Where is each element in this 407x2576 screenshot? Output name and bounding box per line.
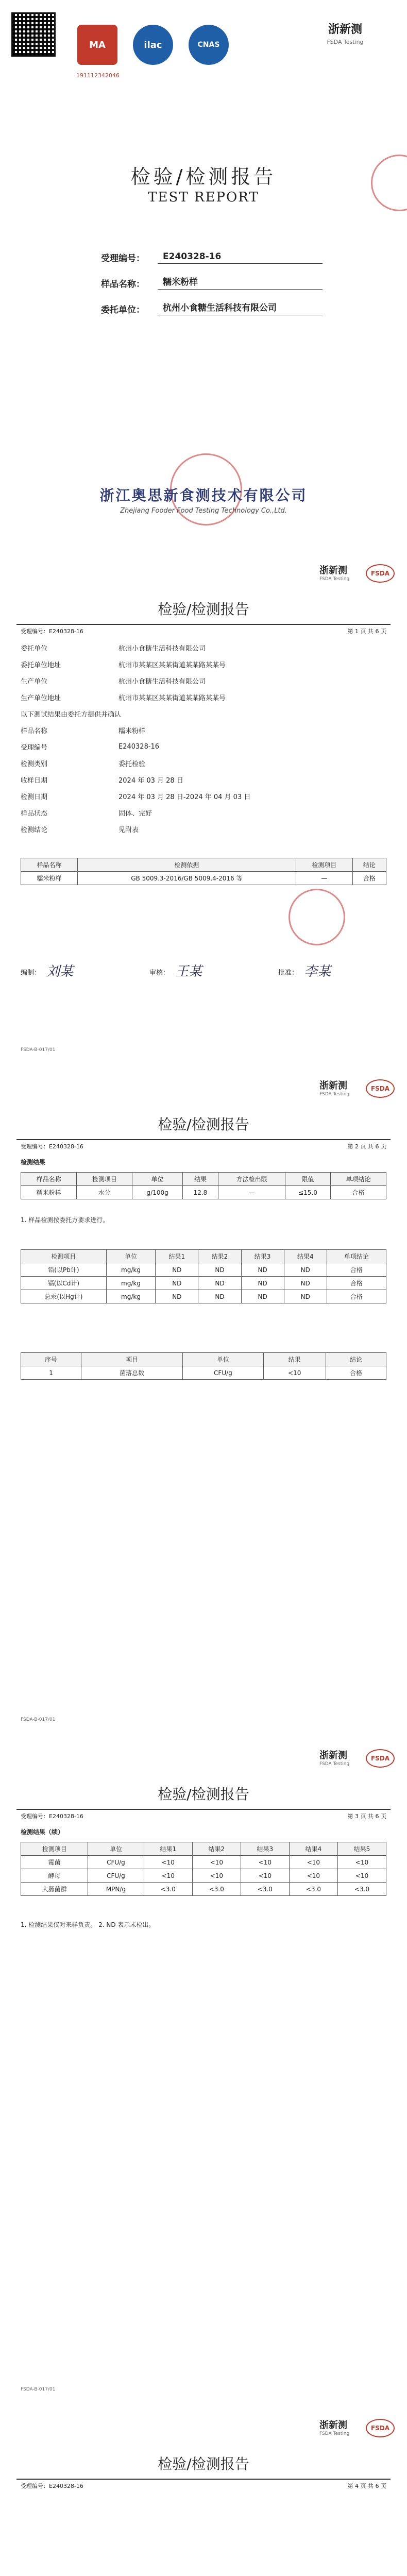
info-key: 检测类别	[21, 760, 48, 768]
divider	[16, 1139, 391, 1140]
table-header: 结果4	[284, 1250, 327, 1263]
table-header: 单项结论	[330, 1173, 386, 1186]
table-row	[21, 1856, 386, 1869]
table-row	[21, 1366, 386, 1380]
info-key: 生产单位地址	[21, 694, 61, 702]
fsda-logo-icon: FSDA	[366, 1079, 395, 1098]
company-logo	[304, 21, 386, 66]
table-cell: <10	[263, 1366, 326, 1380]
table-header: 结果	[263, 1353, 326, 1366]
seal-stamp-icon	[289, 889, 345, 945]
table-cell: 大肠菌群	[21, 1883, 88, 1896]
page-title: 检验/检测报告	[158, 1786, 249, 1803]
header-brand-sub: FSDA Testing	[319, 2431, 350, 2436]
table-row	[21, 1277, 386, 1290]
table-cell: ND	[156, 1263, 198, 1277]
page-number: 第 4 页 共 6 页	[347, 2483, 386, 2489]
page-title: 检验/检测报告	[158, 601, 249, 618]
table-header: 检测依据	[78, 858, 296, 872]
info-value: 杭州市某某区某某街道某某路某某号	[118, 694, 226, 702]
header-brand: 浙新测	[319, 565, 347, 576]
header-logo	[319, 1748, 349, 1767]
page-title: 检验/检测报告	[158, 2455, 249, 2472]
table-cell: <10	[289, 1856, 337, 1869]
table-header: 结果2	[192, 1842, 241, 1856]
info-key: 检测结论	[21, 826, 48, 834]
info-key: 委托单位	[21, 645, 48, 653]
table-cell: ND	[198, 1263, 241, 1277]
info-value: 杭州小食糖生活科技有限公司	[118, 645, 206, 653]
header-brand: 浙新测	[319, 1750, 347, 1761]
info-key: 样品名称	[21, 727, 48, 735]
info-row	[21, 821, 386, 837]
result-table-4	[21, 1842, 386, 1896]
table-cell: 菌落总数	[81, 1366, 183, 1380]
info-value: 2024 年 03 月 28 日-2024 年 04 月 03 日	[118, 793, 251, 801]
table-cell: ND	[198, 1290, 241, 1303]
info-value: 委托检验	[118, 760, 146, 768]
info-key: 委托单位地址	[21, 661, 61, 669]
cnas-badge-icon: CNAS	[189, 25, 229, 65]
header-logo	[319, 1078, 349, 1097]
table-header: 结论	[352, 858, 386, 872]
table-cell: ND	[156, 1290, 198, 1303]
cma-badge-icon: MA	[77, 25, 117, 65]
info-value: 杭州市某某区某某街道某某路某某号	[118, 661, 226, 669]
table-header: 结果1	[144, 1842, 192, 1856]
info-row	[21, 755, 386, 771]
table-cell: 总汞(以Hg计)	[21, 1290, 107, 1303]
table-cell: mg/kg	[106, 1277, 155, 1290]
info-value: 杭州小食糖生活科技有限公司	[118, 677, 206, 686]
sample-info	[21, 639, 386, 837]
fsda-logo-icon: FSDA	[366, 1749, 395, 1768]
table-cell: 合格	[327, 1290, 386, 1303]
divider	[16, 1809, 391, 1810]
table-header: 结果	[182, 1173, 218, 1186]
table-cell: <10	[192, 1856, 241, 1869]
info-key: 以下测试结果由委托方提供并确认	[21, 710, 122, 719]
cover-field	[101, 238, 323, 264]
info-value: 见附表	[118, 826, 139, 834]
info-row	[21, 771, 386, 788]
info-value: 固体、完好	[118, 809, 152, 818]
table-header: 结果3	[241, 1842, 289, 1856]
table-cell: 合格	[330, 1186, 386, 1199]
table-row	[21, 1883, 386, 1896]
table-cell: 酵母	[21, 1869, 88, 1883]
report-title: 检验/检测报告	[130, 165, 277, 188]
info-value: E240328-16	[118, 742, 160, 751]
table-cell: 水分	[77, 1186, 132, 1199]
info-row	[21, 672, 386, 689]
table-cell: <3.0	[144, 1883, 192, 1896]
field-key: 委托单位：	[101, 305, 145, 315]
header-logo	[319, 2418, 349, 2436]
header-brand: 浙新测	[319, 2420, 347, 2431]
sign-label-approver: 批准：	[278, 969, 299, 977]
report-number: 受理编号：E240328-16	[21, 1813, 83, 1820]
table-cell: CFU/g	[88, 1869, 144, 1883]
table-cell: 合格	[327, 1277, 386, 1290]
table-header: 结果1	[156, 1250, 198, 1263]
table-cell: <10	[337, 1856, 386, 1869]
header-brand-sub: FSDA Testing	[319, 1092, 350, 1097]
report-number: 受理编号：E240328-16	[21, 1143, 83, 1150]
table-cell: <10	[192, 1869, 241, 1883]
section-title: 检测结果	[21, 1159, 46, 1166]
page-footer: FSDA-B-017/01	[21, 1047, 56, 1053]
page-number: 第 2 页 共 6 页	[347, 1143, 386, 1150]
info-key: 受理编号	[21, 743, 48, 752]
cover-field	[101, 264, 323, 290]
table-cell: 糯米粉样	[21, 872, 78, 885]
report-number: 受理编号：E240328-16	[21, 2483, 83, 2489]
signature-reviewer: 王某	[175, 964, 202, 979]
table-cell: 镉(以Cd计)	[21, 1277, 107, 1290]
cover-fields	[101, 238, 323, 315]
table-row	[21, 1869, 386, 1883]
info-row	[21, 788, 386, 804]
ilac-badge-icon: ilac	[133, 25, 173, 65]
field-key: 受理编号：	[101, 253, 145, 264]
table-header: 结果2	[198, 1250, 241, 1263]
table-header: 单项结论	[327, 1250, 386, 1263]
table-cell: <10	[144, 1869, 192, 1883]
organization-name-en: Zhejiang Fooder Food Testing Technology Co.,Ltd.	[120, 507, 287, 515]
table-cell: ND	[241, 1290, 284, 1303]
table-cell: ND	[241, 1277, 284, 1290]
table-cell: 12.8	[182, 1186, 218, 1199]
table-cell: CFU/g	[88, 1856, 144, 1869]
table-cell: <10	[241, 1869, 289, 1883]
table-cell: —	[218, 1186, 285, 1199]
info-row	[21, 656, 386, 672]
table-cell: <3.0	[241, 1883, 289, 1896]
sign-label-editor: 编制：	[21, 969, 41, 977]
page-number: 第 1 页 共 6 页	[347, 628, 386, 635]
divider	[16, 2479, 391, 2480]
note: 1. 检测结果仅对来样负责。 2. ND 表示未检出。	[21, 1921, 155, 1928]
badge-code: 191112342046	[76, 72, 120, 79]
section-title: 检测结果（续）	[21, 1828, 64, 1836]
table-header: 结果3	[241, 1250, 284, 1263]
table-header: 检测项目	[77, 1173, 132, 1186]
field-key: 样品名称：	[101, 279, 145, 290]
result-table-3	[21, 1352, 386, 1380]
info-row	[21, 738, 386, 755]
report-page-1	[0, 549, 407, 1064]
info-key: 生产单位	[21, 677, 48, 686]
sign-label-reviewer: 审核：	[149, 969, 170, 977]
table-cell: 合格	[326, 1366, 386, 1380]
report-subtitle: TEST REPORT	[148, 190, 259, 205]
table-header: 方法检出限	[218, 1173, 285, 1186]
table-row	[21, 872, 386, 885]
table-header: 结果5	[337, 1842, 386, 1856]
cover-page	[0, 0, 407, 549]
table-header: 检测项目	[21, 1842, 88, 1856]
organization-name: 浙江奥思新食测技术有限公司	[99, 487, 308, 504]
table-header: 结论	[326, 1353, 386, 1366]
table-cell: ND	[198, 1277, 241, 1290]
info-key: 检测日期	[21, 793, 48, 801]
page-number: 第 3 页 共 6 页	[347, 1813, 386, 1820]
table-header: 单位	[106, 1250, 155, 1263]
table-cell: <3.0	[289, 1883, 337, 1896]
header-brand-sub: FSDA Testing	[319, 577, 350, 582]
table-cell: GB 5009.3-2016/GB 5009.4-2016 等	[78, 872, 296, 885]
page-title: 检验/检测报告	[158, 1116, 249, 1133]
fsda-logo-icon: FSDA	[366, 564, 395, 583]
report-number: 受理编号：E240328-16	[21, 628, 83, 635]
table-cell: <10	[289, 1869, 337, 1883]
table-row	[21, 1186, 386, 1199]
signature-approver: 李某	[304, 964, 331, 979]
signature-editor: 刘某	[46, 964, 74, 979]
field-value: E240328-16	[158, 251, 323, 264]
info-key: 样品状态	[21, 809, 48, 818]
page-footer: FSDA-B-017/01	[21, 1717, 56, 1722]
result-table-2	[21, 1249, 386, 1303]
summary-table	[21, 858, 386, 885]
table-cell: ND	[284, 1263, 327, 1277]
table-header: 单位	[183, 1353, 263, 1366]
field-value: 杭州小食糖生活科技有限公司	[158, 300, 323, 315]
table-header: 序号	[21, 1353, 81, 1366]
table-cell: ND	[156, 1277, 198, 1290]
table-cell: mg/kg	[106, 1290, 155, 1303]
result-table-1	[21, 1172, 386, 1199]
info-value: 2024 年 03 月 28 日	[118, 776, 183, 785]
table-header: 样品名称	[21, 1173, 77, 1186]
table-cell: ND	[284, 1277, 327, 1290]
table-cell: 1	[21, 1366, 81, 1380]
accreditation-badges	[77, 25, 229, 65]
table-header: 单位	[132, 1173, 183, 1186]
qr-code-icon	[11, 12, 56, 57]
table-header: 单位	[88, 1842, 144, 1856]
table-cell: <3.0	[192, 1883, 241, 1896]
table-cell: —	[296, 872, 352, 885]
info-row	[21, 804, 386, 821]
divider	[16, 624, 391, 625]
logo-sub: FSDA Testing	[327, 39, 364, 45]
table-cell: <3.0	[337, 1883, 386, 1896]
cover-field	[101, 290, 323, 315]
fsda-logo-icon: FSDA	[366, 2419, 395, 2437]
header-brand: 浙新测	[319, 1080, 347, 1091]
report-page-3	[0, 1734, 407, 2403]
header-logo	[319, 563, 349, 582]
logo-brand: 浙新测	[328, 23, 362, 36]
table-header: 限值	[285, 1173, 331, 1186]
table-cell: ≤15.0	[285, 1186, 331, 1199]
table-cell: mg/kg	[106, 1263, 155, 1277]
table-cell: MPN/g	[88, 1883, 144, 1896]
table-cell: ND	[284, 1290, 327, 1303]
table-header: 检测项目	[21, 1250, 107, 1263]
report-page-2	[0, 1064, 407, 1734]
table-cell: 合格	[327, 1263, 386, 1277]
table-header: 结果4	[289, 1842, 337, 1856]
table-row	[21, 1290, 386, 1303]
table-cell: g/100g	[132, 1186, 183, 1199]
page-footer: FSDA-B-017/01	[21, 2387, 56, 2392]
table-cell: <10	[241, 1856, 289, 1869]
table-cell: CFU/g	[183, 1366, 263, 1380]
table-cell: <10	[144, 1856, 192, 1869]
table-row	[21, 1263, 386, 1277]
table-cell: 霉菌	[21, 1856, 88, 1869]
info-value: 糯米粉样	[118, 727, 146, 735]
table-header: 项目	[81, 1353, 183, 1366]
info-row	[21, 722, 386, 738]
table-header: 检测项目	[296, 858, 352, 872]
table-cell: ND	[241, 1263, 284, 1277]
note: 1. 样品检测按委托方要求进行。	[21, 1216, 109, 1224]
table-header: 样品名称	[21, 858, 78, 872]
table-cell: 糯米粉样	[21, 1186, 77, 1199]
info-key: 收样日期	[21, 776, 48, 785]
header-brand-sub: FSDA Testing	[319, 1761, 350, 1767]
table-cell: 铅(以Pb计)	[21, 1263, 107, 1277]
info-row	[21, 689, 386, 705]
info-row	[21, 639, 386, 656]
table-cell: 合格	[352, 872, 386, 885]
field-value: 糯米粉样	[158, 275, 323, 290]
report-page-4	[0, 2403, 407, 2576]
table-cell: <10	[337, 1869, 386, 1883]
info-row	[21, 705, 386, 722]
